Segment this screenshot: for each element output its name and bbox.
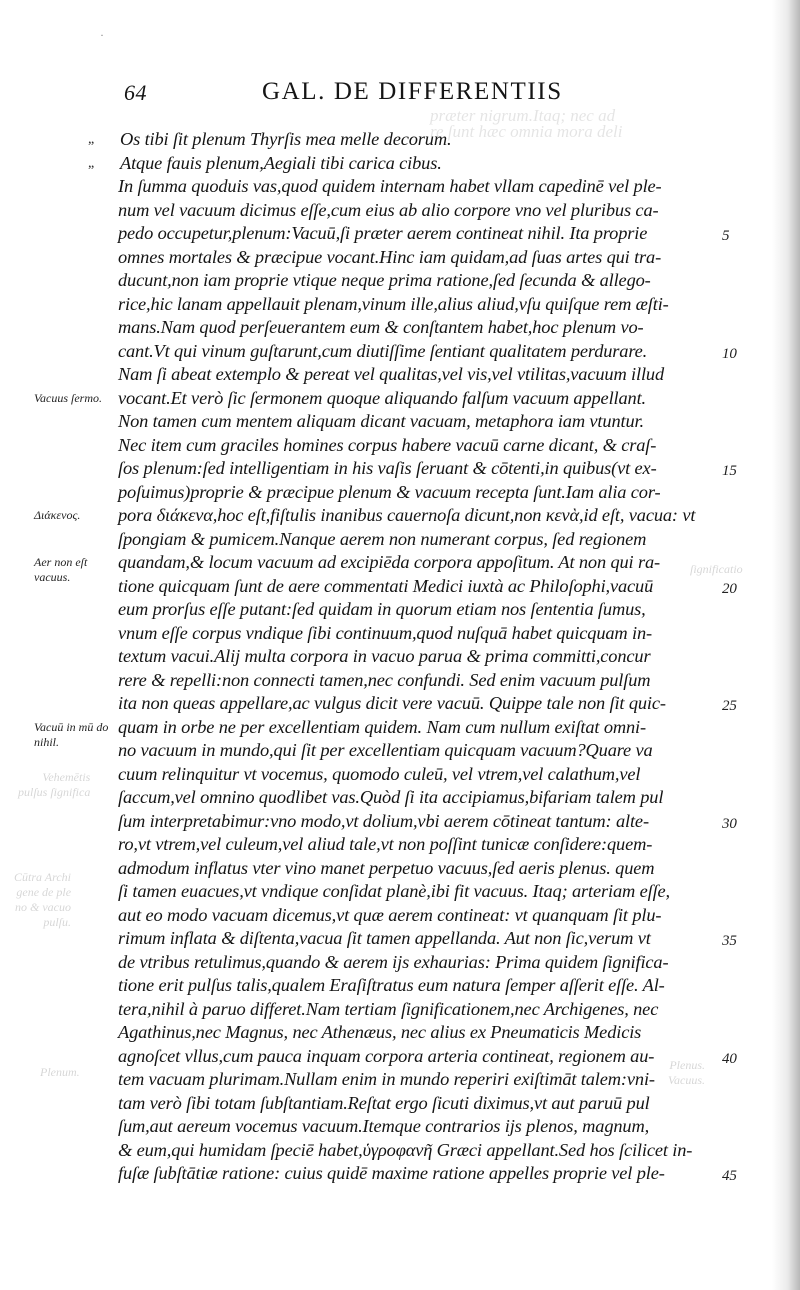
line-text: Nec item cum graciles homines corpus habere vacuū carne dicant, & craſ- bbox=[118, 434, 657, 455]
text-line bbox=[118, 293, 718, 317]
line-text: ducunt,non iam proprie vtique neque prima ratione,ſed ſecunda & allego- bbox=[118, 270, 651, 290]
text-line bbox=[118, 951, 718, 975]
text-line bbox=[88, 128, 718, 152]
line-text: quandam,& locum vacuum ad excipiēda corpora appoſitum. At non qui ra- bbox=[118, 552, 660, 572]
text-line bbox=[118, 434, 718, 458]
line-text: admodum inflatus vter vino manet perpetuo vacuus,ſed aeris plenus. quem bbox=[118, 857, 655, 878]
text-line bbox=[118, 692, 737, 716]
line-text: ſaccum,vel omnino quodlibet vas.Quòd ſi ita accipiamus,bifariam talem pul bbox=[118, 787, 664, 807]
line-text: fuſæ ſubſtātiæ ratione: cuius quidē maxime ratione appelles proprie vel ple- bbox=[118, 1163, 665, 1183]
text-line bbox=[118, 504, 718, 528]
show-through-margin-1: Vehemētis pulſus ſignifica bbox=[18, 770, 91, 799]
text-line bbox=[118, 1068, 718, 1092]
text-line bbox=[118, 481, 718, 505]
line-text: ſpongiam & pumicem.Nanque aerem non numerant corpus, ſed regionem bbox=[118, 528, 647, 549]
line-number: 45 bbox=[722, 1168, 737, 1184]
line-number: 25 bbox=[722, 698, 737, 714]
line-text: poſuimus)proprie & præcipue plenum & vacuum recepta ſunt.Iam alia cor- bbox=[118, 481, 661, 502]
text-line bbox=[118, 669, 718, 693]
marginal-note: Aer non eſt vacuus. bbox=[34, 555, 88, 584]
running-head bbox=[0, 78, 800, 112]
line-text: Agathinus,nec Magnus, nec Athenæus, nec alius ex Pneumaticis Medicis bbox=[118, 1022, 642, 1042]
show-through-text: præter nigrum.Itaq; nec ad re ſunt hæc omnia mora deli bbox=[430, 106, 623, 141]
text-line bbox=[118, 998, 718, 1022]
text-line bbox=[118, 1139, 718, 1163]
line-text: omnes mortales & præcipue vocant.Hinc iam quidam,ad ſuas artes qui tra- bbox=[118, 246, 662, 267]
line-text: tem vacuam plurimam.Nullam enim in mundo reperiri exiſtimāt talem:vni- bbox=[118, 1069, 655, 1089]
marginal-note: Διάκενος. bbox=[34, 508, 81, 522]
text-line bbox=[118, 904, 718, 928]
text-line bbox=[118, 1092, 718, 1116]
line-text: agnoſcet vllus,cum pauca inquam corpora arteria contineat, regionem au- bbox=[118, 1045, 655, 1066]
verse-quote-mark: „ bbox=[88, 155, 95, 171]
line-text: vnum eſſe corpus vndique ſibi continuum,quod nuſquā habet quicquam in- bbox=[118, 622, 652, 643]
text-line bbox=[118, 1115, 718, 1139]
line-text: no vacuum in mundo,qui ſit per excellentiam quicquam vacuum?Quare va bbox=[118, 740, 653, 760]
text-line bbox=[118, 622, 718, 646]
show-through-margin-4: Plenus. Vacuus. bbox=[668, 1058, 705, 1087]
text-line bbox=[118, 880, 718, 904]
line-number: 30 bbox=[722, 815, 737, 832]
verse-quote-mark: „ bbox=[88, 132, 95, 147]
line-number: 5 bbox=[722, 228, 730, 244]
line-text: num vel vacuum dicimus eſſe,cum eius ab alio corpore vno vel pluribus ca- bbox=[118, 199, 659, 220]
text-line bbox=[118, 175, 718, 199]
line-text: In ſumma quoduis vas,quod quidem internam habet vllam capedinē vel ple- bbox=[118, 176, 662, 196]
line-text: ro,vt vtrem,vel culeum,vel aliud tale,vt non poſſint tunicæ conſidere:quem- bbox=[118, 834, 653, 854]
text-line bbox=[118, 387, 718, 411]
text-line bbox=[118, 974, 718, 998]
text-line bbox=[118, 410, 718, 434]
text-line bbox=[118, 786, 718, 810]
line-text: Non tamen cum mentem aliquam dicant vacuam, metaphora iam vtuntur. bbox=[118, 411, 644, 431]
line-text: ſum,aut aereum vocemus vacuum.Itemque contrarios ijs plenos, magnum, bbox=[118, 1116, 650, 1136]
text-line bbox=[118, 199, 718, 223]
line-text: ita non queas appellare,ac vulgus dicit vere vacuū. Quippe tale non ſit quic- bbox=[118, 693, 666, 713]
line-text: cant.Vt qui vinum guſtarunt,cum diutiſſime ſentiant qualitatem perdurare. bbox=[118, 340, 648, 361]
line-text: & eum,qui humidam ſpeciē habet,ὑγροφανῆ Græci appellant.Sed hos ſcilicet in- bbox=[118, 1139, 693, 1160]
text-line bbox=[118, 1162, 737, 1186]
text-line bbox=[118, 528, 718, 552]
text-line bbox=[118, 598, 718, 622]
line-number: 40 bbox=[722, 1050, 737, 1067]
show-through-margin-2: Cūtra Archi gene de ple no & vacuo pulſu. bbox=[14, 870, 72, 929]
text-line bbox=[118, 551, 718, 575]
line-number: 35 bbox=[722, 933, 737, 949]
line-text: pora διάκενα,hoc eſt,fiſtulis inanibus cauernoſa dicunt,non κενὰ,id eſt, vacua: vt bbox=[118, 505, 696, 525]
line-text: eum prorſus eſſe putant:ſed quidam in quorum etiam nos ſententia ſumus, bbox=[118, 599, 646, 619]
line-text: textum vacui.Alij multa corpora in vacuo parua & prima committi,concur bbox=[118, 646, 651, 666]
line-text: pedo occupetur,plenum:Vacuū,ſi præter aerem contineat nihil. Ita proprie bbox=[118, 223, 648, 243]
text-line bbox=[118, 340, 737, 364]
line-text: rimum inflata & diſtenta,vacua ſit tamen appellanda. Aut non ſic,verum vt bbox=[118, 928, 651, 948]
line-text: Atque fauis plenum,Aegiali tibi carica cibus. bbox=[120, 152, 442, 173]
line-text: rice,hic lanam appellauit plenam,vinum ille,alius aliud,vſu quiſque rem æſti- bbox=[118, 293, 669, 314]
text-line bbox=[118, 363, 718, 387]
line-number: 15 bbox=[722, 463, 737, 479]
text-line bbox=[118, 246, 718, 270]
text-line bbox=[118, 457, 737, 481]
paper-speck: · bbox=[100, 28, 104, 42]
text-line bbox=[118, 810, 737, 834]
marginal-note: Vacuus ſermo. bbox=[34, 390, 102, 405]
line-text: mans.Nam quod perſeuerantem eum & conſtantem habet,hoc plenum vo- bbox=[118, 317, 644, 337]
line-text: quam in orbe ne per excellentiam quidem. Nam cum nullum exiſtat omni- bbox=[118, 716, 646, 737]
line-text: vocant.Et verò ſic ſermonem quoque aliquando falſum vacuum appellant. bbox=[118, 387, 646, 408]
page-number: 64 bbox=[124, 80, 147, 105]
text-line bbox=[118, 1021, 718, 1045]
text-line bbox=[88, 152, 718, 176]
line-text: tera,nihil à paruo differet.Nam tertiam ſignificationem,nec Archigenes, nec bbox=[118, 998, 659, 1019]
text-line bbox=[118, 316, 718, 340]
line-number: 20 bbox=[722, 580, 737, 597]
text-line bbox=[118, 927, 737, 951]
line-text: aut eo modo vacuam dicemus,vt quæ aerem contineat: vt quanquam ſit plu- bbox=[118, 904, 662, 925]
text-line bbox=[118, 269, 718, 293]
line-text: tione quicquam ſunt de aere commentati Medici iuxtà ac Philoſophi,vacuū bbox=[118, 575, 654, 596]
line-text: tione erit pulſus talis,qualem Eraſiſtratus eum natura ſemper aſſerit eſſe. Al- bbox=[118, 975, 665, 995]
line-text: ſum interpretabimur:vno modo,vt dolium,vbi aerem cōtineat tantum: alte- bbox=[118, 810, 649, 831]
line-number: 10 bbox=[722, 345, 737, 362]
show-through-margin-5: ſignificatio bbox=[690, 562, 743, 576]
line-text: rere & repelli:non connecti tamen,nec confundi. Sed enim vacuum pulſum bbox=[118, 669, 651, 690]
text-line bbox=[118, 575, 737, 599]
show-through-margin-3: Plenum. bbox=[40, 1065, 80, 1079]
text-line bbox=[118, 833, 718, 857]
line-text: tam verò ſibi totam ſubſtantiam.Reſtat ergo ſicuti diximus,vt aut paruū pul bbox=[118, 1092, 650, 1113]
text-line bbox=[118, 857, 718, 881]
binding-shadow bbox=[772, 0, 800, 1290]
line-text: ſos plenum:ſed intelligentiam in his vaſis ſeruant & cōtenti,in quibus(vt ex- bbox=[118, 458, 657, 478]
line-text: Nam ſi abeat extemplo & pereat vel qualitas,vel vis,vel vtilitas,vacuum illud bbox=[118, 364, 664, 384]
running-title: GAL. DE DIFFERENTIIS bbox=[262, 78, 563, 105]
text-line bbox=[118, 763, 718, 787]
text-line bbox=[118, 222, 730, 246]
line-text: cuum relinquitur vt vocemus, quomodo culeū, vel vtrem,vel calathum,vel bbox=[118, 763, 641, 784]
line-text: Os tibi ſit plenum Thyrſis mea melle decorum. bbox=[120, 129, 452, 149]
line-text: ſi tamen euacues,vt vndique conſidat planè,ibi fit vacuus. Itaq; arteriam eſſe, bbox=[118, 881, 671, 901]
text-line bbox=[118, 739, 718, 763]
marginal-note: Vacuū in mū do nihil. bbox=[34, 719, 109, 749]
line-text: de vtribus retulimus,quando & aerem ijs exhaurias: Prima quidem ſignifica- bbox=[118, 951, 669, 972]
text-line bbox=[118, 645, 718, 669]
text-line bbox=[118, 1045, 737, 1069]
text-line bbox=[118, 716, 718, 740]
body-text bbox=[88, 128, 737, 1186]
